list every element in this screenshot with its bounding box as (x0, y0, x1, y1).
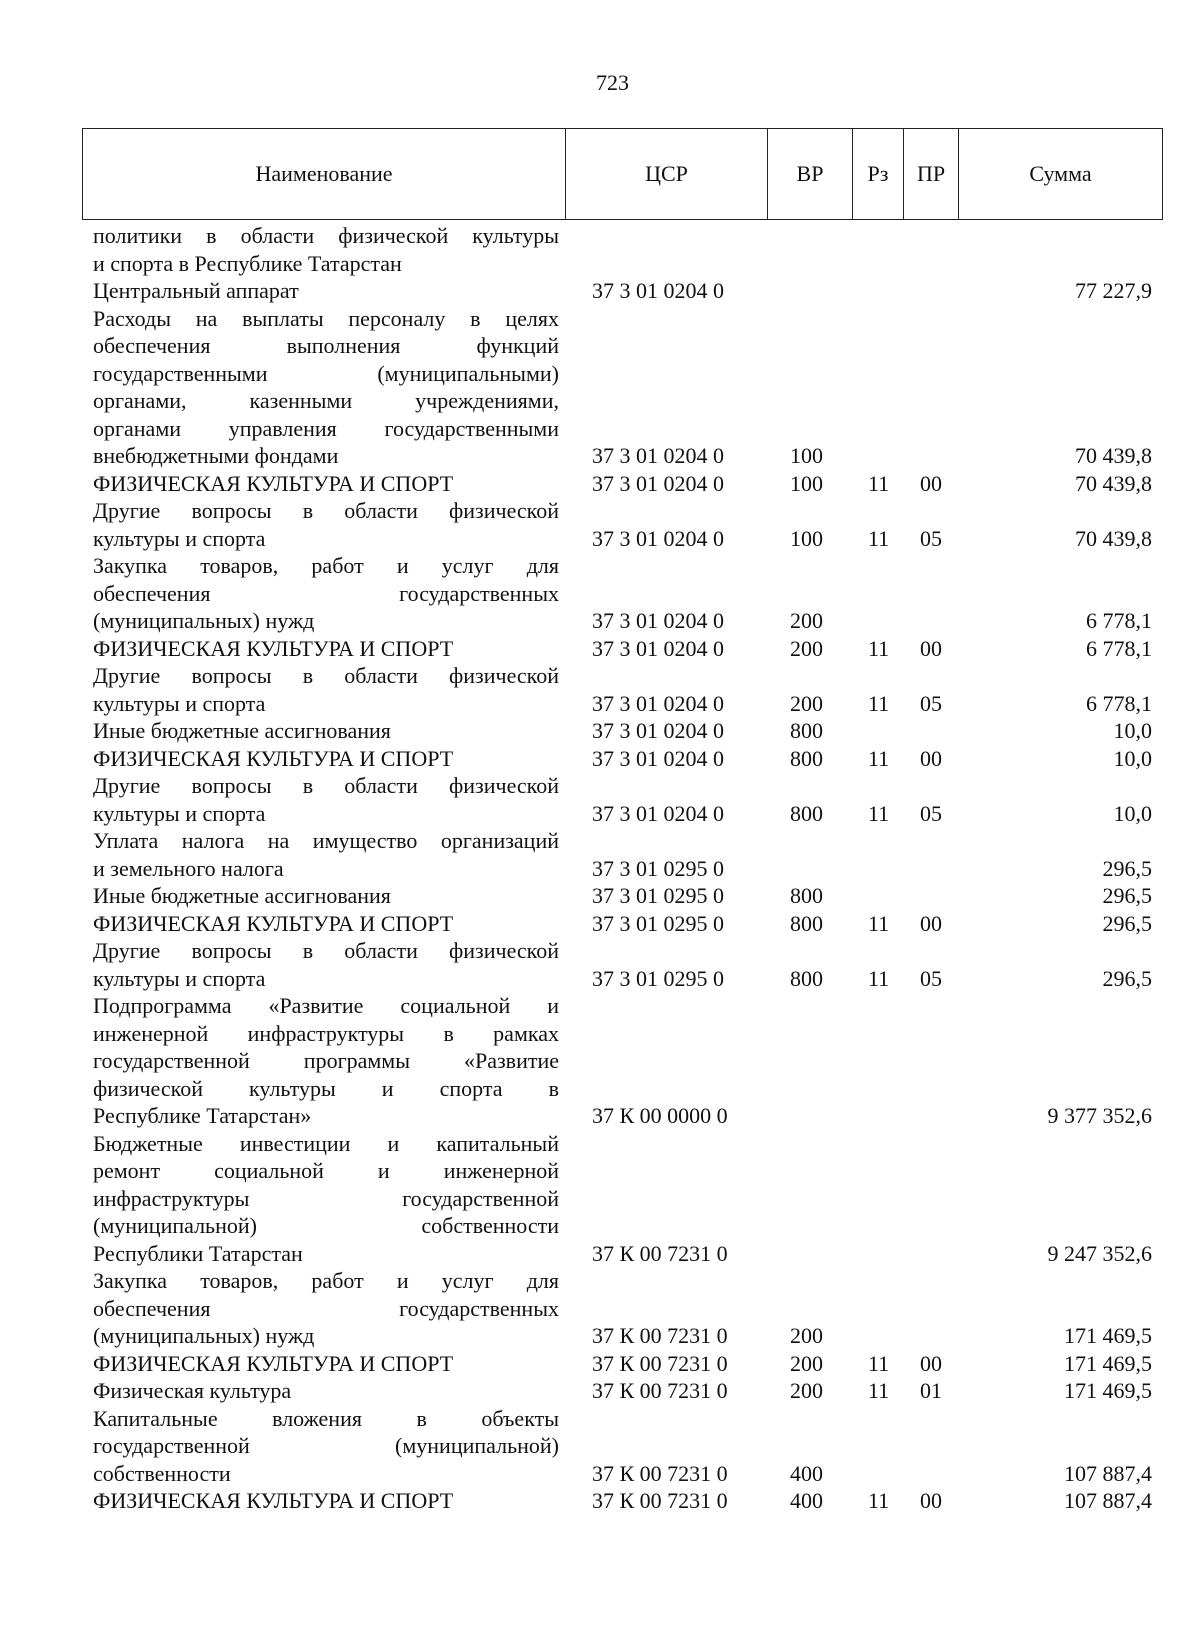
row-name-line: обеспечения государственных (93, 1295, 559, 1321)
row-name-line: и земельного налога (93, 855, 284, 881)
table-row (0, 662, 1200, 717)
row-rz: 11 (868, 1378, 890, 1403)
row-csr: 37 3 01 0204 0 (592, 608, 724, 633)
row-sum: 70 439,8 (1075, 525, 1152, 551)
row-pr: 00 (920, 635, 942, 661)
table-row (0, 1267, 1200, 1350)
table-row (0, 552, 1200, 635)
row-name-line: государственной (муниципальной) (93, 1433, 559, 1458)
row-vr: 200 (790, 690, 823, 716)
header-rz: Рз (853, 129, 904, 219)
table-row (0, 1130, 1200, 1268)
table-row (0, 305, 1200, 470)
row-name-line: Бюджетные инвестиции и капитальный (93, 1130, 559, 1156)
row-name-line: Республики Татарстан (93, 1240, 303, 1266)
row-name (93, 910, 559, 938)
row-vr: 800 (790, 800, 823, 826)
table-row (0, 937, 1200, 992)
row-name-line: культуры и спорта (93, 525, 266, 551)
row-sum: 9 377 352,6 (1047, 1103, 1152, 1128)
row-name-line: Республике Татарстан» (93, 1103, 312, 1128)
row-sum: 296,5 (1102, 855, 1152, 881)
row-name-line: Уплата налога на имущество организаций (93, 828, 559, 853)
row-name (93, 1130, 559, 1268)
row-csr: 37 К 00 7231 0 (592, 1460, 728, 1486)
table-row (0, 277, 1200, 305)
row-pr: 01 (920, 1378, 942, 1403)
row-csr: 37 3 01 0204 0 (592, 690, 724, 716)
row-csr: 37 3 01 0204 0 (592, 443, 724, 468)
table-row (0, 772, 1200, 827)
row-sum: 171 469,5 (1064, 1350, 1152, 1376)
row-name-line: и спорта в Республике Татарстан (93, 250, 402, 276)
table-row (0, 470, 1200, 498)
row-sum: 171 469,5 (1064, 1323, 1152, 1348)
row-name-line: Физическая культура (93, 1378, 292, 1403)
row-csr: 37 3 01 0204 0 (592, 635, 724, 661)
table-row (0, 1487, 1200, 1515)
table-row (0, 635, 1200, 663)
row-vr: 800 (790, 718, 823, 743)
header-csr: ЦСР (566, 129, 768, 219)
header-vr: ВР (768, 129, 853, 219)
row-name-line: ФИЗИЧЕСКАЯ КУЛЬТУРА И СПОРТ (93, 1488, 454, 1513)
row-pr: 00 (920, 1350, 942, 1376)
row-vr: 100 (790, 443, 823, 468)
row-pr: 00 (920, 745, 942, 771)
row-name (93, 305, 559, 470)
row-vr: 400 (790, 1488, 823, 1513)
row-rz: 11 (868, 800, 890, 826)
row-csr: 37 3 01 0295 0 (592, 965, 724, 991)
row-name-line: культуры и спорта (93, 800, 266, 826)
row-name-line: ФИЗИЧЕСКАЯ КУЛЬТУРА И СПОРТ (93, 910, 454, 936)
row-csr: 37 3 01 0204 0 (592, 278, 724, 303)
row-name-line: культуры и спорта (93, 690, 266, 716)
row-name-line: (муниципальных) нужд (93, 608, 315, 633)
row-rz: 11 (868, 525, 890, 551)
row-vr: 100 (790, 525, 823, 551)
row-sum: 296,5 (1102, 883, 1152, 908)
row-sum: 70 439,8 (1075, 470, 1152, 496)
row-name-line: инфраструктуры государственной (93, 1185, 559, 1211)
row-csr: 37 3 01 0204 0 (592, 718, 724, 743)
row-csr: 37 К 00 7231 0 (592, 1378, 728, 1403)
row-name-line: Подпрограмма «Развитие социальной и (93, 993, 559, 1018)
row-vr: 100 (790, 470, 823, 496)
row-csr: 37 К 00 7231 0 (592, 1240, 728, 1266)
row-name (93, 1350, 559, 1378)
row-name-line: Другие вопросы в области физической (93, 498, 559, 523)
row-vr: 400 (790, 1460, 823, 1486)
table-row (0, 992, 1200, 1130)
row-sum: 6 778,1 (1086, 690, 1152, 716)
row-name (93, 992, 559, 1130)
row-name (93, 552, 559, 635)
row-sum: 6 778,1 (1086, 608, 1152, 633)
table-header (82, 128, 1163, 220)
row-sum: 296,5 (1102, 965, 1152, 991)
row-name-line: ФИЗИЧЕСКАЯ КУЛЬТУРА И СПОРТ (93, 470, 454, 496)
row-name-line: собственности (93, 1460, 231, 1486)
table-body (0, 222, 1200, 1515)
row-vr: 800 (790, 965, 823, 991)
page-number: 723 (596, 70, 629, 95)
row-name-line: органами управления государственными (93, 415, 559, 441)
row-name-line: органами, казенными учреждениями, (93, 388, 559, 413)
row-name (93, 882, 559, 910)
row-name-line: Другие вопросы в области физической (93, 663, 559, 688)
row-name (93, 470, 559, 498)
row-name (93, 1405, 559, 1488)
row-vr: 800 (790, 745, 823, 771)
row-name-line: политики в области физической культуры (93, 223, 559, 248)
row-csr: 37 К 00 0000 0 (592, 1103, 728, 1128)
row-vr: 200 (790, 1378, 823, 1403)
row-rz: 11 (868, 690, 890, 716)
row-sum: 107 887,4 (1064, 1488, 1152, 1513)
row-name (93, 937, 559, 992)
row-name-line: (муниципальных) нужд (93, 1323, 315, 1348)
table-row (0, 745, 1200, 773)
row-name-line: Другие вопросы в области физической (93, 938, 559, 963)
row-vr: 200 (790, 635, 823, 661)
row-csr: 37 3 01 0204 0 (592, 525, 724, 551)
row-rz: 11 (868, 965, 890, 991)
row-csr: 37 К 00 7231 0 (592, 1323, 728, 1348)
table-row (0, 827, 1200, 882)
row-name-line: инженерной инфраструктуры в рамках (93, 1020, 559, 1046)
row-rz: 11 (868, 635, 890, 661)
row-vr: 200 (790, 608, 823, 633)
row-sum: 10,0 (1113, 745, 1152, 771)
row-rz: 11 (868, 1488, 890, 1513)
row-name-line: государственными (муниципальными) (93, 360, 559, 386)
row-name-line: Центральный аппарат (93, 278, 299, 303)
row-name-line: внебюджетными фондами (93, 443, 339, 468)
row-csr: 37 3 01 0295 0 (592, 910, 724, 936)
row-sum: 107 887,4 (1064, 1460, 1152, 1486)
table-row (0, 1377, 1200, 1405)
table-row (0, 497, 1200, 552)
row-pr: 00 (920, 910, 942, 936)
table-row (0, 882, 1200, 910)
header-name: Наименование (83, 129, 566, 219)
row-name-line: государственной программы «Развитие (93, 1048, 559, 1073)
row-sum: 77 227,9 (1075, 278, 1152, 303)
table-row (0, 222, 1200, 277)
row-name-line: обеспечения выполнения функций (93, 333, 559, 358)
row-sum: 70 439,8 (1075, 443, 1152, 468)
row-csr: 37 К 00 7231 0 (592, 1488, 728, 1513)
row-name-line: Другие вопросы в области физической (93, 773, 559, 798)
row-csr: 37 3 01 0295 0 (592, 883, 724, 908)
row-csr: 37 3 01 0204 0 (592, 800, 724, 826)
row-pr: 05 (920, 690, 942, 716)
row-name (93, 662, 559, 717)
row-pr: 00 (920, 470, 942, 496)
row-name (93, 635, 559, 663)
row-pr: 05 (920, 800, 942, 826)
row-sum: 296,5 (1102, 910, 1152, 936)
table-row (0, 910, 1200, 938)
row-sum: 10,0 (1113, 718, 1152, 743)
row-name-line: Закупка товаров, работ и услуг для (93, 1268, 559, 1293)
table-row (0, 717, 1200, 745)
row-name-line: Иные бюджетные ассигнования (93, 718, 391, 743)
row-name (93, 497, 559, 552)
row-name-line: физической культуры и спорта в (93, 1075, 559, 1101)
row-name (93, 772, 559, 827)
row-vr: 800 (790, 910, 823, 936)
row-name-line: Закупка товаров, работ и услуг для (93, 553, 559, 578)
row-pr: 05 (920, 525, 942, 551)
row-rz: 11 (868, 745, 890, 771)
row-name-line: ФИЗИЧЕСКАЯ КУЛЬТУРА И СПОРТ (93, 745, 454, 771)
row-sum: 9 247 352,6 (1047, 1240, 1152, 1266)
row-name-line: ФИЗИЧЕСКАЯ КУЛЬТУРА И СПОРТ (93, 635, 454, 661)
row-vr: 200 (790, 1323, 823, 1348)
row-csr: 37 К 00 7231 0 (592, 1350, 728, 1376)
row-name (93, 745, 559, 773)
row-name-line: Иные бюджетные ассигнования (93, 883, 391, 908)
row-name-line: Расходы на выплаты персоналу в целях (93, 305, 559, 331)
row-name (93, 222, 559, 277)
table-row (0, 1405, 1200, 1488)
row-name-line: культуры и спорта (93, 965, 266, 991)
row-pr: 05 (920, 965, 942, 991)
row-sum: 10,0 (1113, 800, 1152, 826)
row-csr: 37 3 01 0204 0 (592, 470, 724, 496)
row-sum: 171 469,5 (1064, 1378, 1152, 1403)
row-rz: 11 (868, 1350, 890, 1376)
header-sum: Сумма (1029, 161, 1092, 186)
row-name-line: (муниципальной) собственности (93, 1213, 559, 1238)
row-vr: 200 (790, 1350, 823, 1376)
row-csr: 37 3 01 0204 0 (592, 745, 724, 771)
row-name (93, 827, 559, 882)
row-name (93, 1487, 559, 1515)
row-name-line: обеспечения государственных (93, 580, 559, 606)
row-name-line: ФИЗИЧЕСКАЯ КУЛЬТУРА И СПОРТ (93, 1350, 454, 1376)
row-rz: 11 (868, 910, 890, 936)
table-row (0, 1350, 1200, 1378)
row-name (93, 277, 559, 305)
row-rz: 11 (868, 470, 890, 496)
row-sum: 6 778,1 (1086, 635, 1152, 661)
row-name-line: Капитальные вложения в объекты (93, 1405, 559, 1431)
row-name (93, 717, 559, 745)
row-vr: 800 (790, 883, 823, 908)
header-pr: ПР (904, 129, 959, 219)
row-name-line: ремонт социальной и инженерной (93, 1158, 559, 1183)
row-name (93, 1267, 559, 1350)
row-pr: 00 (920, 1488, 942, 1513)
row-csr: 37 3 01 0295 0 (592, 855, 724, 881)
row-name (93, 1377, 559, 1405)
